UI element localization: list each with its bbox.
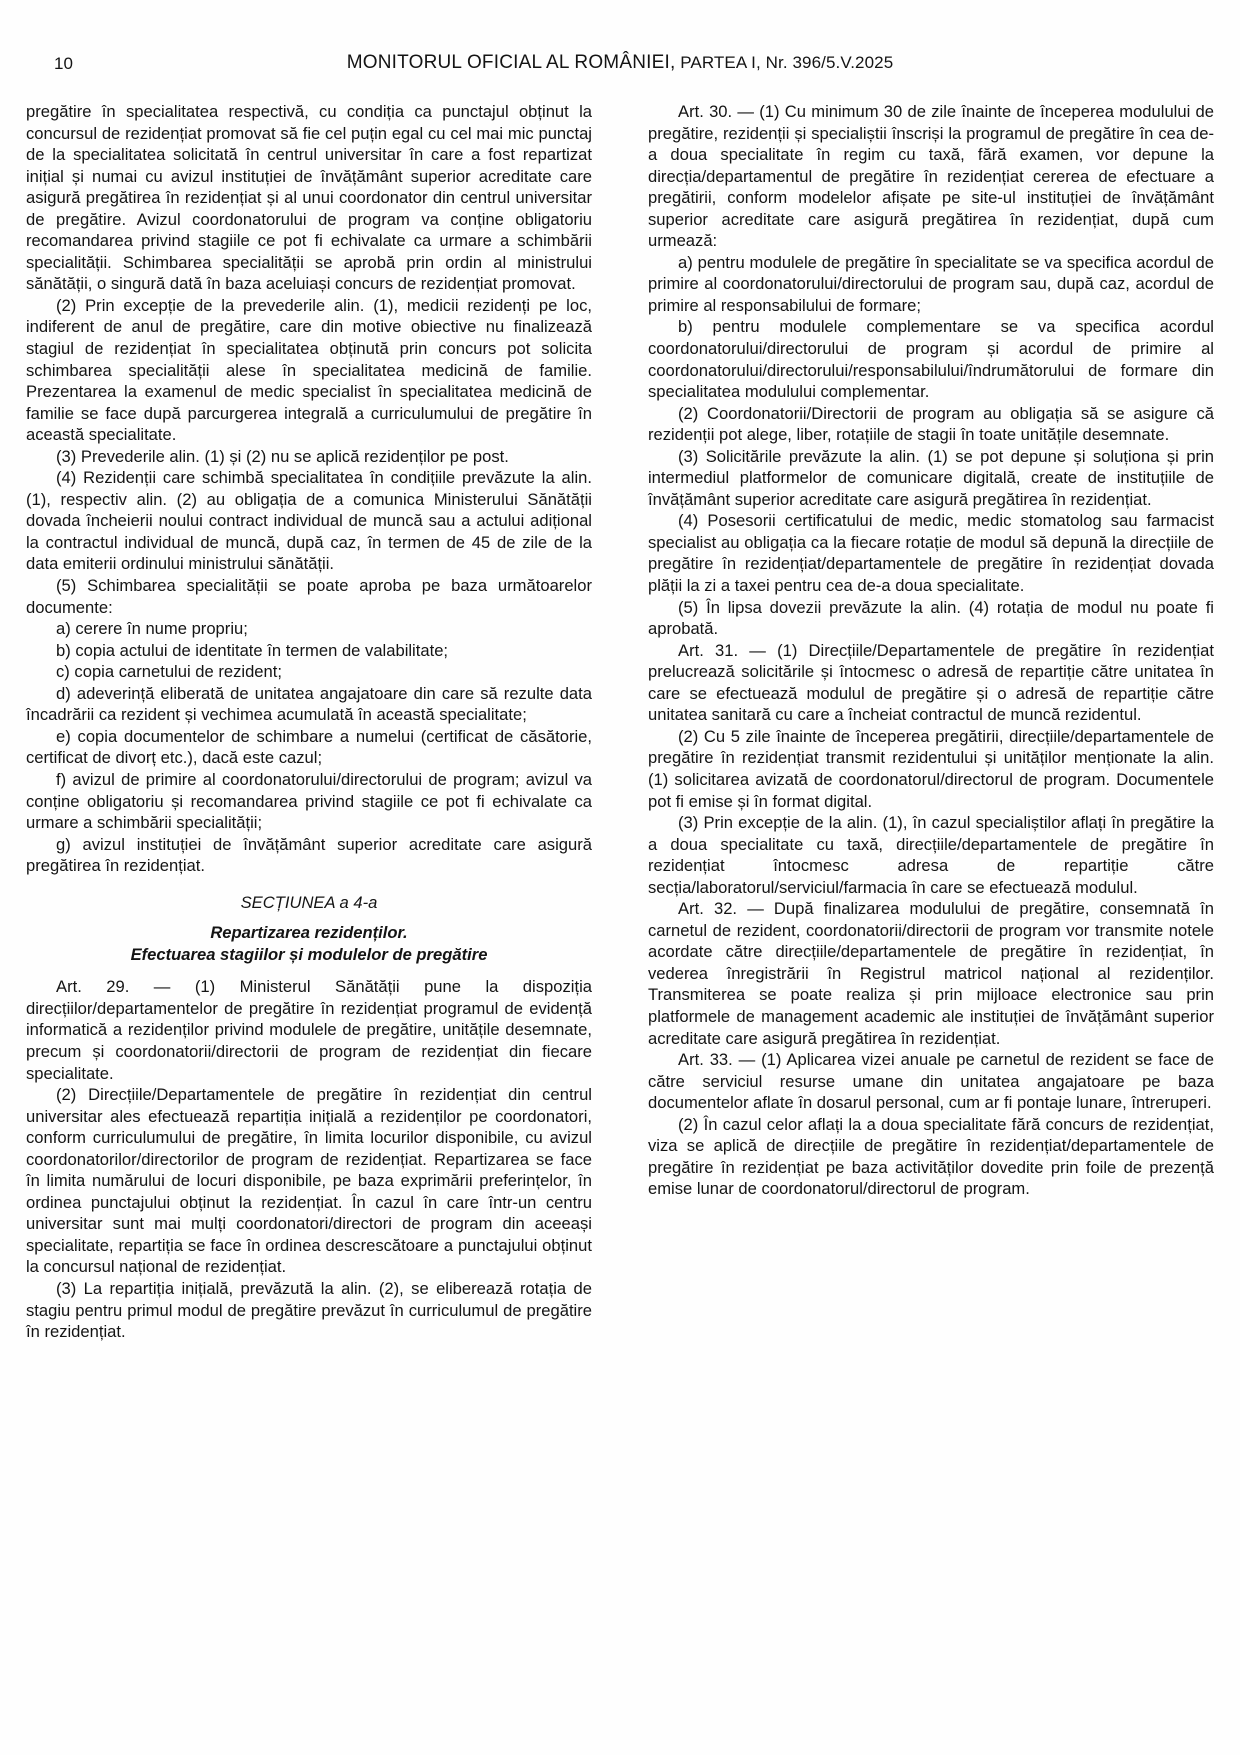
publication-title-detail: PARTEA I, Nr. 396/5.V.2025 xyxy=(675,53,894,72)
paragraph: (2) Prin excepție de la prevederile alin. (1), medicii rezidenți pe loc, indiferent de anul de pregătire, care din motive obiective nu finalizează stagiul de rezidențiat în specialitatea obținută prin concurs pot solicita schimbarea specialității alese în specialitatea medicină de familie. Prezentarea la examenul de medic specialist în specialitatea medicină de familie se face după parcurgerea integrală a curriculumului de pregătire în această specialitate. xyxy=(26,295,592,445)
paragraph: g) avizul instituției de învățământ superior acreditate care asigură pregătirea în rezidențiat. xyxy=(26,834,592,876)
paragraph: pregătire în specialitatea respectivă, cu condiția ca punctajul obținut la concursul de rezidențiat promovat să fie cel puțin egal cu cel mai mic punctaj de la specialitatea solicitată în centrul universitar în care a fost repartizat inițial și numai cu avizul instituției de învățământ superior acreditate care asigură pregătirea în rezidențiat și al unui coordonator din centrul universitar de pregătire. Avizul coordonatorului de program va conține obligatoriu recomandarea privind stagiile ce pot fi echivalate ca urmare a schimbării specialității. Schimbarea specialității se aprobă prin ordin al ministrului sănătății, o singură dată în baza aceluiași concurs de rezidențiat promovat. xyxy=(26,102,592,294)
paragraph: (4) Rezidenții care schimbă specialitatea în condițiile prevăzute la alin. (1), respectiv alin. (2) au obligația de a comunica Ministerului Sănătății dovada încheierii noului contract individual de muncă sau a actului adițional la contractul individual de muncă, după caz, în termen de 45 de zile de la data emiterii ordinului ministrului sănătății. xyxy=(26,468,592,574)
paragraph: (3) Solicitările prevăzute la alin. (1) se pot depune și soluționa și prin intermediul platformelor de comunicare digitală, create de instituțiile de învățământ superior acreditate care asigură pregătirea în rezidențiat. xyxy=(648,446,1214,509)
paragraph: (3) La repartiția inițială, prevăzută la alin. (2), se eliberează rotația de stagiu pentru primul modul de pregătire prevăzut în curriculumul de pregătire în rezidențiat. xyxy=(26,1278,592,1342)
paragraph: a) pentru modulele de pregătire în specialitate se va specifica acordul de primire al coordonatorului/directorului de program sau, după caz, acordul de primire al responsabilului de formare; xyxy=(648,252,1214,315)
paragraph: b) copia actului de identitate în termen de valabilitate; xyxy=(56,640,449,660)
paragraph: Repartizarea rezidenților. xyxy=(210,923,408,943)
right-column xyxy=(648,101,1214,1343)
paragraph: Art. 33. — (1) Aplicarea vizei anuale pe carnetul de rezident se face de către serviciul resurse umane din unitatea angajatoare pe baza documentelor aflate în dosarul personal, cum ar fi pontaje lunare, întreruperi. xyxy=(648,1050,1214,1113)
paragraph: (2) Direcțiile/Departamentele de pregătire în rezidențiat din centrul universitar ales efectuează repartiția inițială a rezidenților pe coordonatori, conform curriculumului de pregătire, în limita locurilor disponibile, cu avizul coordonatorilor/directorilor de program de rezidențiat. Repartizarea se face în limita numărului de locuri disponibile, pe baza exprimării preferințelor, în ordinea punctajului obținut la rezidențiat. În cazul în care într-un centru universitar sunt mai mulți coordonatori/directori de program din aceeași specialitate, repartiția se face în ordinea descrescătoare a punctajului obținut la concursul național de rezidențiat. xyxy=(26,1085,592,1277)
page-number: 10 xyxy=(54,54,73,73)
paragraph: (4) Posesorii certificatului de medic, medic stomatolog sau farmacist specialist au obligația ca la fiecare rotație de modul să depună la direcțiile de pregătire în rezidențiat/departamentele de pregătire în rezidențiat dovada plății la zi a taxei pentru cea de-a doua specialitate. xyxy=(648,511,1214,596)
publication-title-main: MONITORUL OFICIAL AL ROMÂNIEI, xyxy=(346,52,676,73)
paragraph: a) cerere în nume propriu; xyxy=(56,619,248,639)
paragraph: Art. 32. — După finalizarea modulului de pregătire, consemnată în carnetul de rezident, coordonatorii/directorii de program vor transmite notele acordate către direcțiile/departamentele de pregătire în rezidențiat, în vederea înregistrării în Registrul matricol național al rezidenților. Transmiterea se poate realiza și prin mijloace electronice sau prin platformele de management academic ale instituției de învățământ superior acreditate care asigură pregătirea în rezidențiat. xyxy=(648,899,1214,1048)
publication-title xyxy=(346,52,894,73)
paragraph: (3) Prin excepție de la alin. (1), în cazul specialiștilor aflați în pregătire la a doua specialitate cu taxă, direcțiile/departamentele de pregătire în rezidențiat întocmesc adresa de repartiție către secția/laboratorul/serviciul/farmacia în care se efectuează modulul. xyxy=(648,813,1214,897)
paragraph: (3) Prevederile alin. (1) și (2) nu se aplică rezidenților pe post. xyxy=(56,446,509,466)
paragraph: Art. 30. — (1) Cu minimum 30 de zile înainte de începerea modulului de pregătire, rezidenții și specialiștii înscriși la programul de pregătire în cea de-a doua specialitate în regim cu taxă, fără examen, vor depune la direcția/departamentul de pregătire în rezidențiat cererea de efectuare a pregătirii, conform modelelor afișate pe site-ul instituției de învățământ superior acreditate care asigură pregătirea în rezidențiat, după cum urmează: xyxy=(648,102,1214,251)
paragraph: Art. 29. — (1) Ministerul Sănătății pune la dispoziția direcțiilor/departamentelor de pregătire în rezidențiat programul de evidență informatică a rezidenților privind modulele de pregătire, unitățile desemnate, precum și coordonatorii/directorii de program de rezidențiat din fiecare specialitate. xyxy=(26,977,592,1083)
paragraph: b) pentru modulele complementare se va specifica acordul coordonatorului/directorului de program și acordul de primire al coordonatorului/directorului/responsabilului/îndrumătorului de formare din specialitatea modulului complementar. xyxy=(648,317,1214,402)
paragraph: d) adeverință eliberată de unitatea angajatoare din care să rezulte data încadrării ca rezident și vechimea acumulată în această specialitate; xyxy=(26,683,592,725)
paragraph: (2) În cazul celor aflați la a doua specialitate fără concurs de rezidențiat, viza se aplică de direcțiile de pregătire în rezidențiat/departamentele de pregătire în rezidențiat pe baza activităților dovedite prin foile de prezență emise lunar de coordonatorul/directorul de program. xyxy=(648,1114,1214,1199)
left-column xyxy=(26,101,592,1343)
paragraph: SECȚIUNEA a 4-a xyxy=(240,892,378,912)
paragraph: (2) Coordonatorii/Directorii de program au obligația să se asigure că rezidenții pot alege, liber, rotațiile de stagii în toate unitățile desemnate. xyxy=(648,403,1214,445)
paragraph: f) avizul de primire al coordonatorului/directorului de program; avizul va conține obligatoriu și recomandarea privind stagiile ce pot fi echivalate ca urmare a schimbării specialității; xyxy=(26,769,592,833)
paragraph: e) copia documentelor de schimbare a numelui (certificat de căsătorie, certificat de divorț etc.), dacă este cazul; xyxy=(26,726,592,768)
paragraph: (2) Cu 5 zile înainte de începerea pregătirii, direcțiile/departamentele de pregătire în rezidențiat transmit rezidentului și unităților menționate la alin. (1) solicitarea avizată de coordonatorul/directorul de program. Documentele pot fi emise și în format digital. xyxy=(648,726,1214,811)
paragraph: Art. 31. — (1) Direcțiile/Departamentele de pregătire în rezidențiat prelucrează solicitările și întocmesc o adresă de repartiție către unitatea în care se efectuează modulul de pregătire și o adresă de repartiție către unitatea sanitară cu care a încheiat contractul de muncă rezidentul. xyxy=(648,640,1214,725)
page-header xyxy=(26,52,1214,74)
paragraph: (5) Schimbarea specialității se poate aproba pe baza următoarelor documente: xyxy=(26,576,592,617)
paragraph: (5) În lipsa dovezii prevăzute la alin. (4) rotația de modul nu poate fi aprobată. xyxy=(648,597,1214,639)
paragraph: c) copia carnetului de rezident; xyxy=(56,662,282,682)
paragraph: Efectuarea stagiilor și modulelor de pregătire xyxy=(130,944,488,964)
text-columns xyxy=(26,101,1214,1343)
